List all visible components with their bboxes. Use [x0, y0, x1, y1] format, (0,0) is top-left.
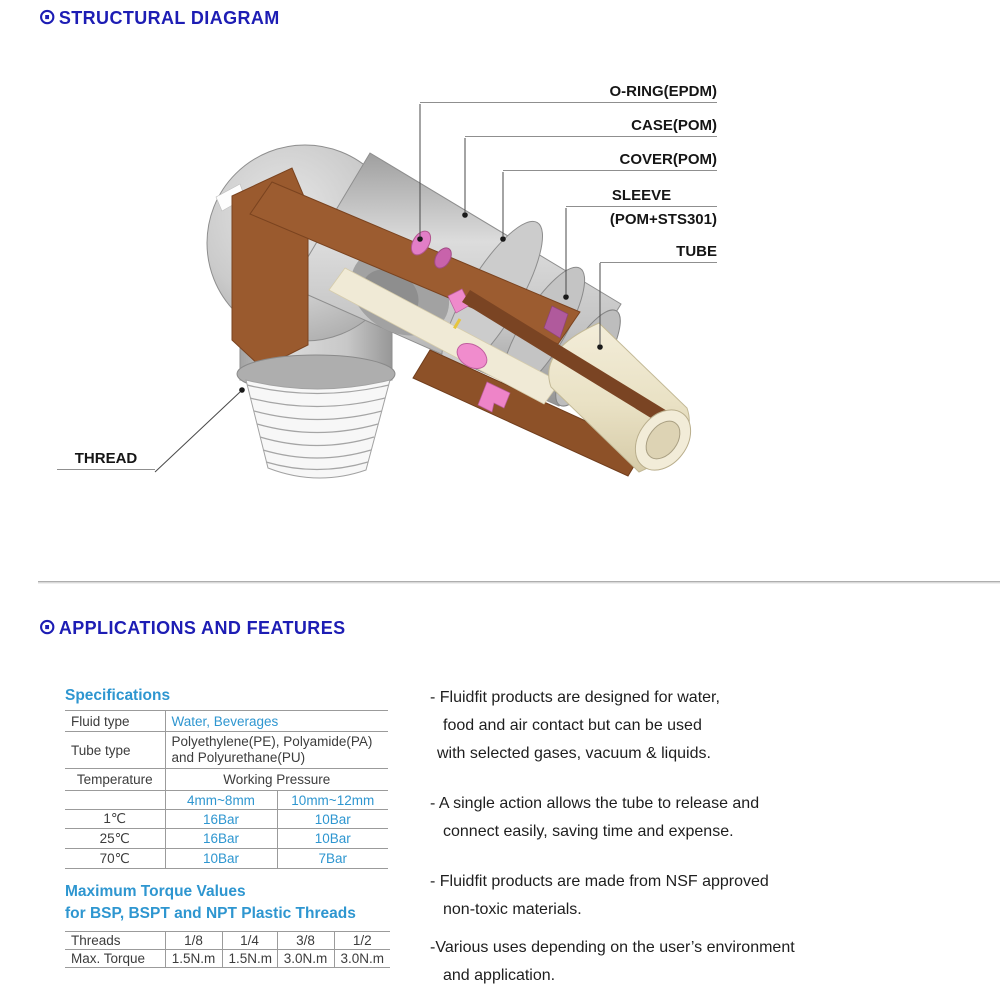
feature-line: - Fluidfit products are made from NSF approved: [430, 873, 769, 890]
feature-line: food and air contact but can be used: [443, 717, 702, 734]
torque-size: 3/8: [277, 932, 334, 950]
feature-line: -Various uses depending on the user’s environment: [430, 939, 795, 956]
table-row: [65, 711, 388, 732]
diagram-label-sleeve-line1: SLEEVE: [566, 187, 717, 207]
feature-item: [430, 684, 920, 768]
spec-label-empty: [65, 791, 165, 810]
section-title-text: APPLICATIONS AND FEATURES: [58, 617, 346, 638]
spec-temp: 25℃: [65, 829, 165, 849]
torque-heading: [65, 881, 356, 925]
diagram-label-sleeve-line2: (POM+STS301): [609, 211, 717, 228]
specifications-heading: Specifications: [65, 687, 171, 704]
table-row: [65, 732, 388, 769]
torque-value: 1.5N.m: [165, 950, 222, 968]
feature-item: [430, 934, 920, 990]
spec-pressure: 10Bar: [165, 849, 277, 869]
features-list: [430, 684, 920, 990]
torque-size: 1/4: [222, 932, 277, 950]
table-row: [65, 769, 388, 791]
torque-heading-line2: for BSP, BSPT and NPT Plastic Threads: [65, 905, 356, 922]
torque-row-label: Threads: [65, 932, 165, 950]
torque-heading-line1: Maximum Torque Values: [65, 883, 246, 900]
spec-size-col: 4mm~8mm: [165, 791, 277, 810]
diagram-label-cover: COVER(POM): [503, 151, 717, 171]
table-row: [65, 849, 388, 869]
spec-temp: 1℃: [65, 810, 165, 829]
bullseye-icon: ⊙: [38, 614, 57, 639]
spec-pressure: 10Bar: [277, 829, 388, 849]
section-divider: [38, 581, 1000, 584]
feature-line: non-toxic materials.: [443, 901, 582, 918]
spec-label: Fluid type: [65, 711, 165, 732]
diagram-label-case: CASE(POM): [465, 117, 717, 137]
torque-size: 1/8: [165, 932, 222, 950]
feature-line: with selected gases, vacuum & liquids.: [437, 745, 711, 762]
torque-value: 3.0N.m: [277, 950, 334, 968]
spec-label: Tube type: [65, 732, 165, 769]
feature-line: and application.: [443, 967, 556, 984]
section-title-text: STRUCTURAL DIAGRAM: [58, 7, 280, 28]
specifications-table: [65, 710, 388, 869]
feature-item: [430, 868, 920, 924]
spec-pressure: 7Bar: [277, 849, 388, 869]
table-row: [65, 791, 388, 810]
spec-label: Temperature: [65, 769, 165, 791]
torque-value: 3.0N.m: [334, 950, 390, 968]
feature-item: [430, 790, 920, 846]
spec-value: Working Pressure: [165, 769, 388, 791]
thread-part: [237, 355, 395, 478]
torque-size: 1/2: [334, 932, 390, 950]
table-row: [65, 932, 390, 950]
diagram-label-oring: O-RING(EPDM): [420, 83, 717, 103]
feature-line: - Fluidfit products are designed for water,: [430, 689, 720, 706]
feature-line: - A single action allows the tube to release and: [430, 795, 760, 812]
diagram-label-tube: TUBE: [600, 243, 717, 263]
table-row: [65, 950, 390, 968]
spec-value: Polyethylene(PE), Polyamide(PA) and Polyurethane(PU): [165, 732, 388, 769]
table-row: [65, 829, 388, 849]
section-title-applications-features: [38, 614, 346, 639]
spec-pressure: 16Bar: [165, 810, 277, 829]
spec-size-col: 10mm~12mm: [277, 791, 388, 810]
spec-pressure: 16Bar: [165, 829, 277, 849]
diagram-label-thread: THREAD: [57, 450, 155, 470]
spec-value: Water, Beverages: [165, 711, 388, 732]
bullseye-icon: ⊙: [38, 4, 57, 29]
table-row: [65, 810, 388, 829]
torque-row-label: Max. Torque: [65, 950, 165, 968]
spec-pressure: 10Bar: [277, 810, 388, 829]
spec-temp: 70℃: [65, 849, 165, 869]
feature-line: connect easily, saving time and expense.: [443, 823, 734, 840]
torque-value: 1.5N.m: [222, 950, 277, 968]
section-title-structural-diagram: [38, 4, 280, 29]
torque-table: [65, 931, 390, 968]
